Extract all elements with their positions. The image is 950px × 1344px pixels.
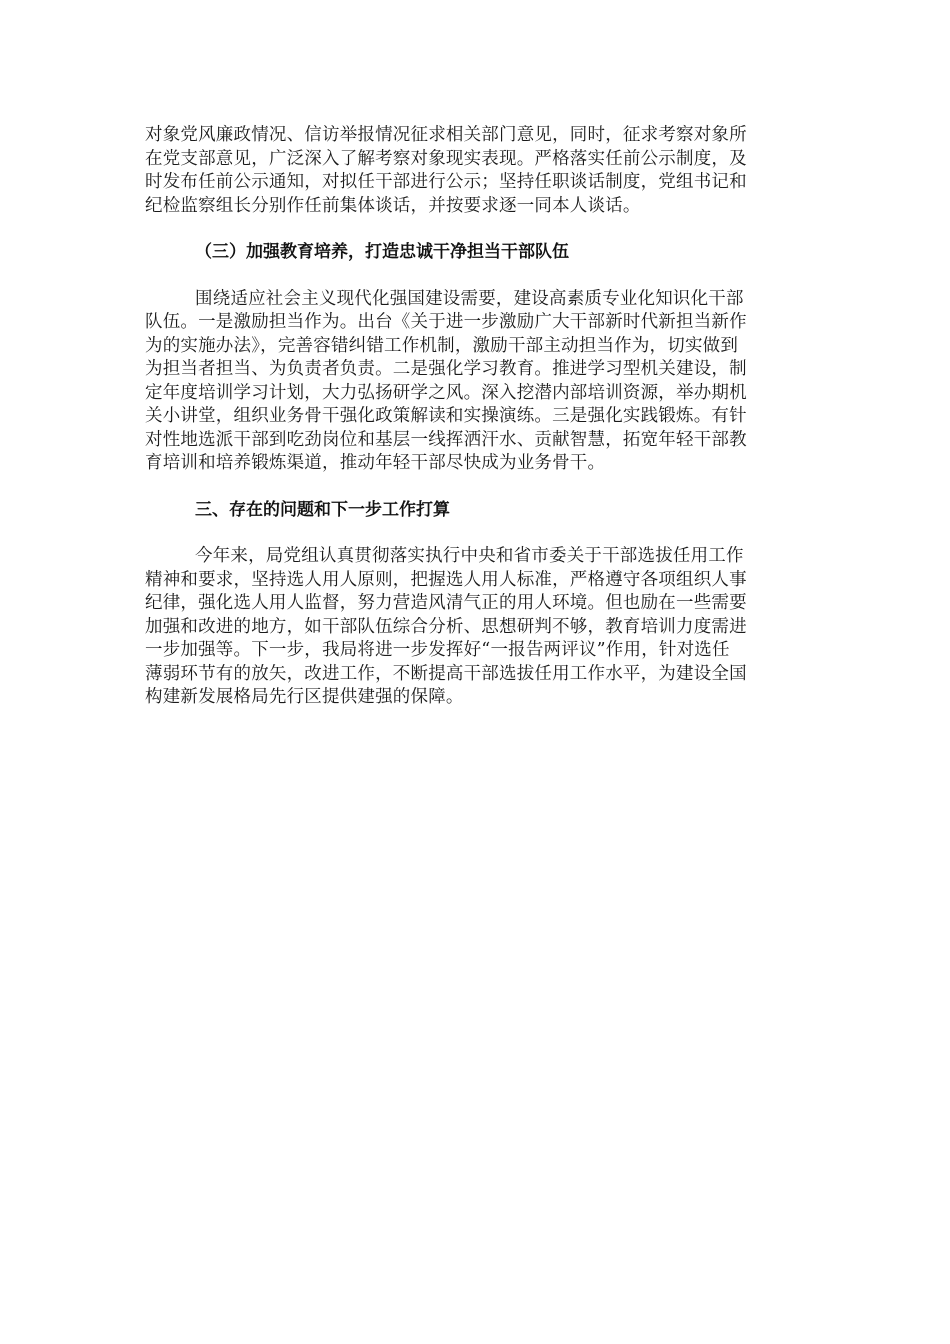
spacer (145, 265, 805, 288)
text-line: 今年来，局党组认真贯彻落实执行中央和省市委关于干部选拔任用工作 (195, 546, 744, 566)
text-line: 定年度培训学习计划，大力弘扬研学之风。深入挖潜内部培训资源，举办期机 (145, 382, 747, 403)
section-heading-education: （三）加强教育培养，打造忠诚干净担当干部队伍 (195, 242, 569, 262)
text-line: 时发布任前公示通知，对拟任干部进行公示；坚持任职谈话制度，党组书记和 (145, 172, 747, 192)
text-line: 为的实施办法》，完善容错纠错工作机制，激励干部主动担当作为，切实做到 (145, 335, 739, 356)
text-line: 纪律，强化选人用人监督，努力营造风清气正的用人环境。但也励在一些需要 (145, 593, 747, 613)
part-heading-problems-next-steps: 三、存在的问题和下一步工作打算 (195, 499, 450, 520)
text-line: 对象党风廉政情况、信访举报情况征求相关部门意见，同时，征求考察对象所 (145, 125, 747, 145)
text-line: 纪检监察组长分别作任前集体谈话，并按要求逐一同本人谈话。 (145, 195, 641, 216)
text-line: 对性地选派干部到吃劲岗位和基层一线挥洒汗水、贡献智慧，拓宽年轻干部教 (145, 429, 747, 450)
text-line: 加强和改进的地方，如干部队伍综合分析、思想研判不够，教育培训力度需进 (145, 616, 747, 637)
text-line: 构建新发展格局先行区提供建强的保障。 (145, 687, 464, 707)
paragraph-education-training (145, 288, 805, 476)
text-line: 育培训和培养锻炼渠道，推动年轻干部尽快成为业务骨干。 (145, 453, 606, 473)
text-line: 在党支部意见，广泛深入了解考察对象现实表现。严格落实任前公示制度，及 (145, 148, 747, 169)
text-line: 关小讲堂，组织业务骨干强化政策解读和实操演练。三是强化实践锻炼。有针 (145, 406, 747, 426)
text-line: 队伍。一是激励担当作为。出台《关于进一步激励广大干部新时代新担当新作 (145, 312, 747, 332)
spacer (145, 218, 805, 241)
text-line: 一步加强等。下一步，我局将进一步发挥好“一报告两评议”作用，针对选任 (145, 640, 730, 660)
spacer (145, 476, 805, 499)
text-line: 精神和要求，坚持选人用人原则，把握选人用人标准，严格遵守各项组织人事 (145, 569, 747, 590)
paragraph-problems-next-steps (145, 545, 805, 710)
text-line: 薄弱环节有的放矢，改进工作，不断提高干部选拔任用工作水平，为建设全国 (145, 663, 747, 684)
text-line: 围绕适应社会主义现代化强国建设需要，建设高素质专业化知识化干部 (195, 288, 744, 309)
spacer (145, 522, 805, 545)
paragraph-vetting-continued (145, 124, 805, 218)
text-line: 为担当者担当、为负责者负责。二是强化学习教育。推进学习型机关建设，制 (145, 359, 747, 379)
document-body (145, 124, 805, 710)
